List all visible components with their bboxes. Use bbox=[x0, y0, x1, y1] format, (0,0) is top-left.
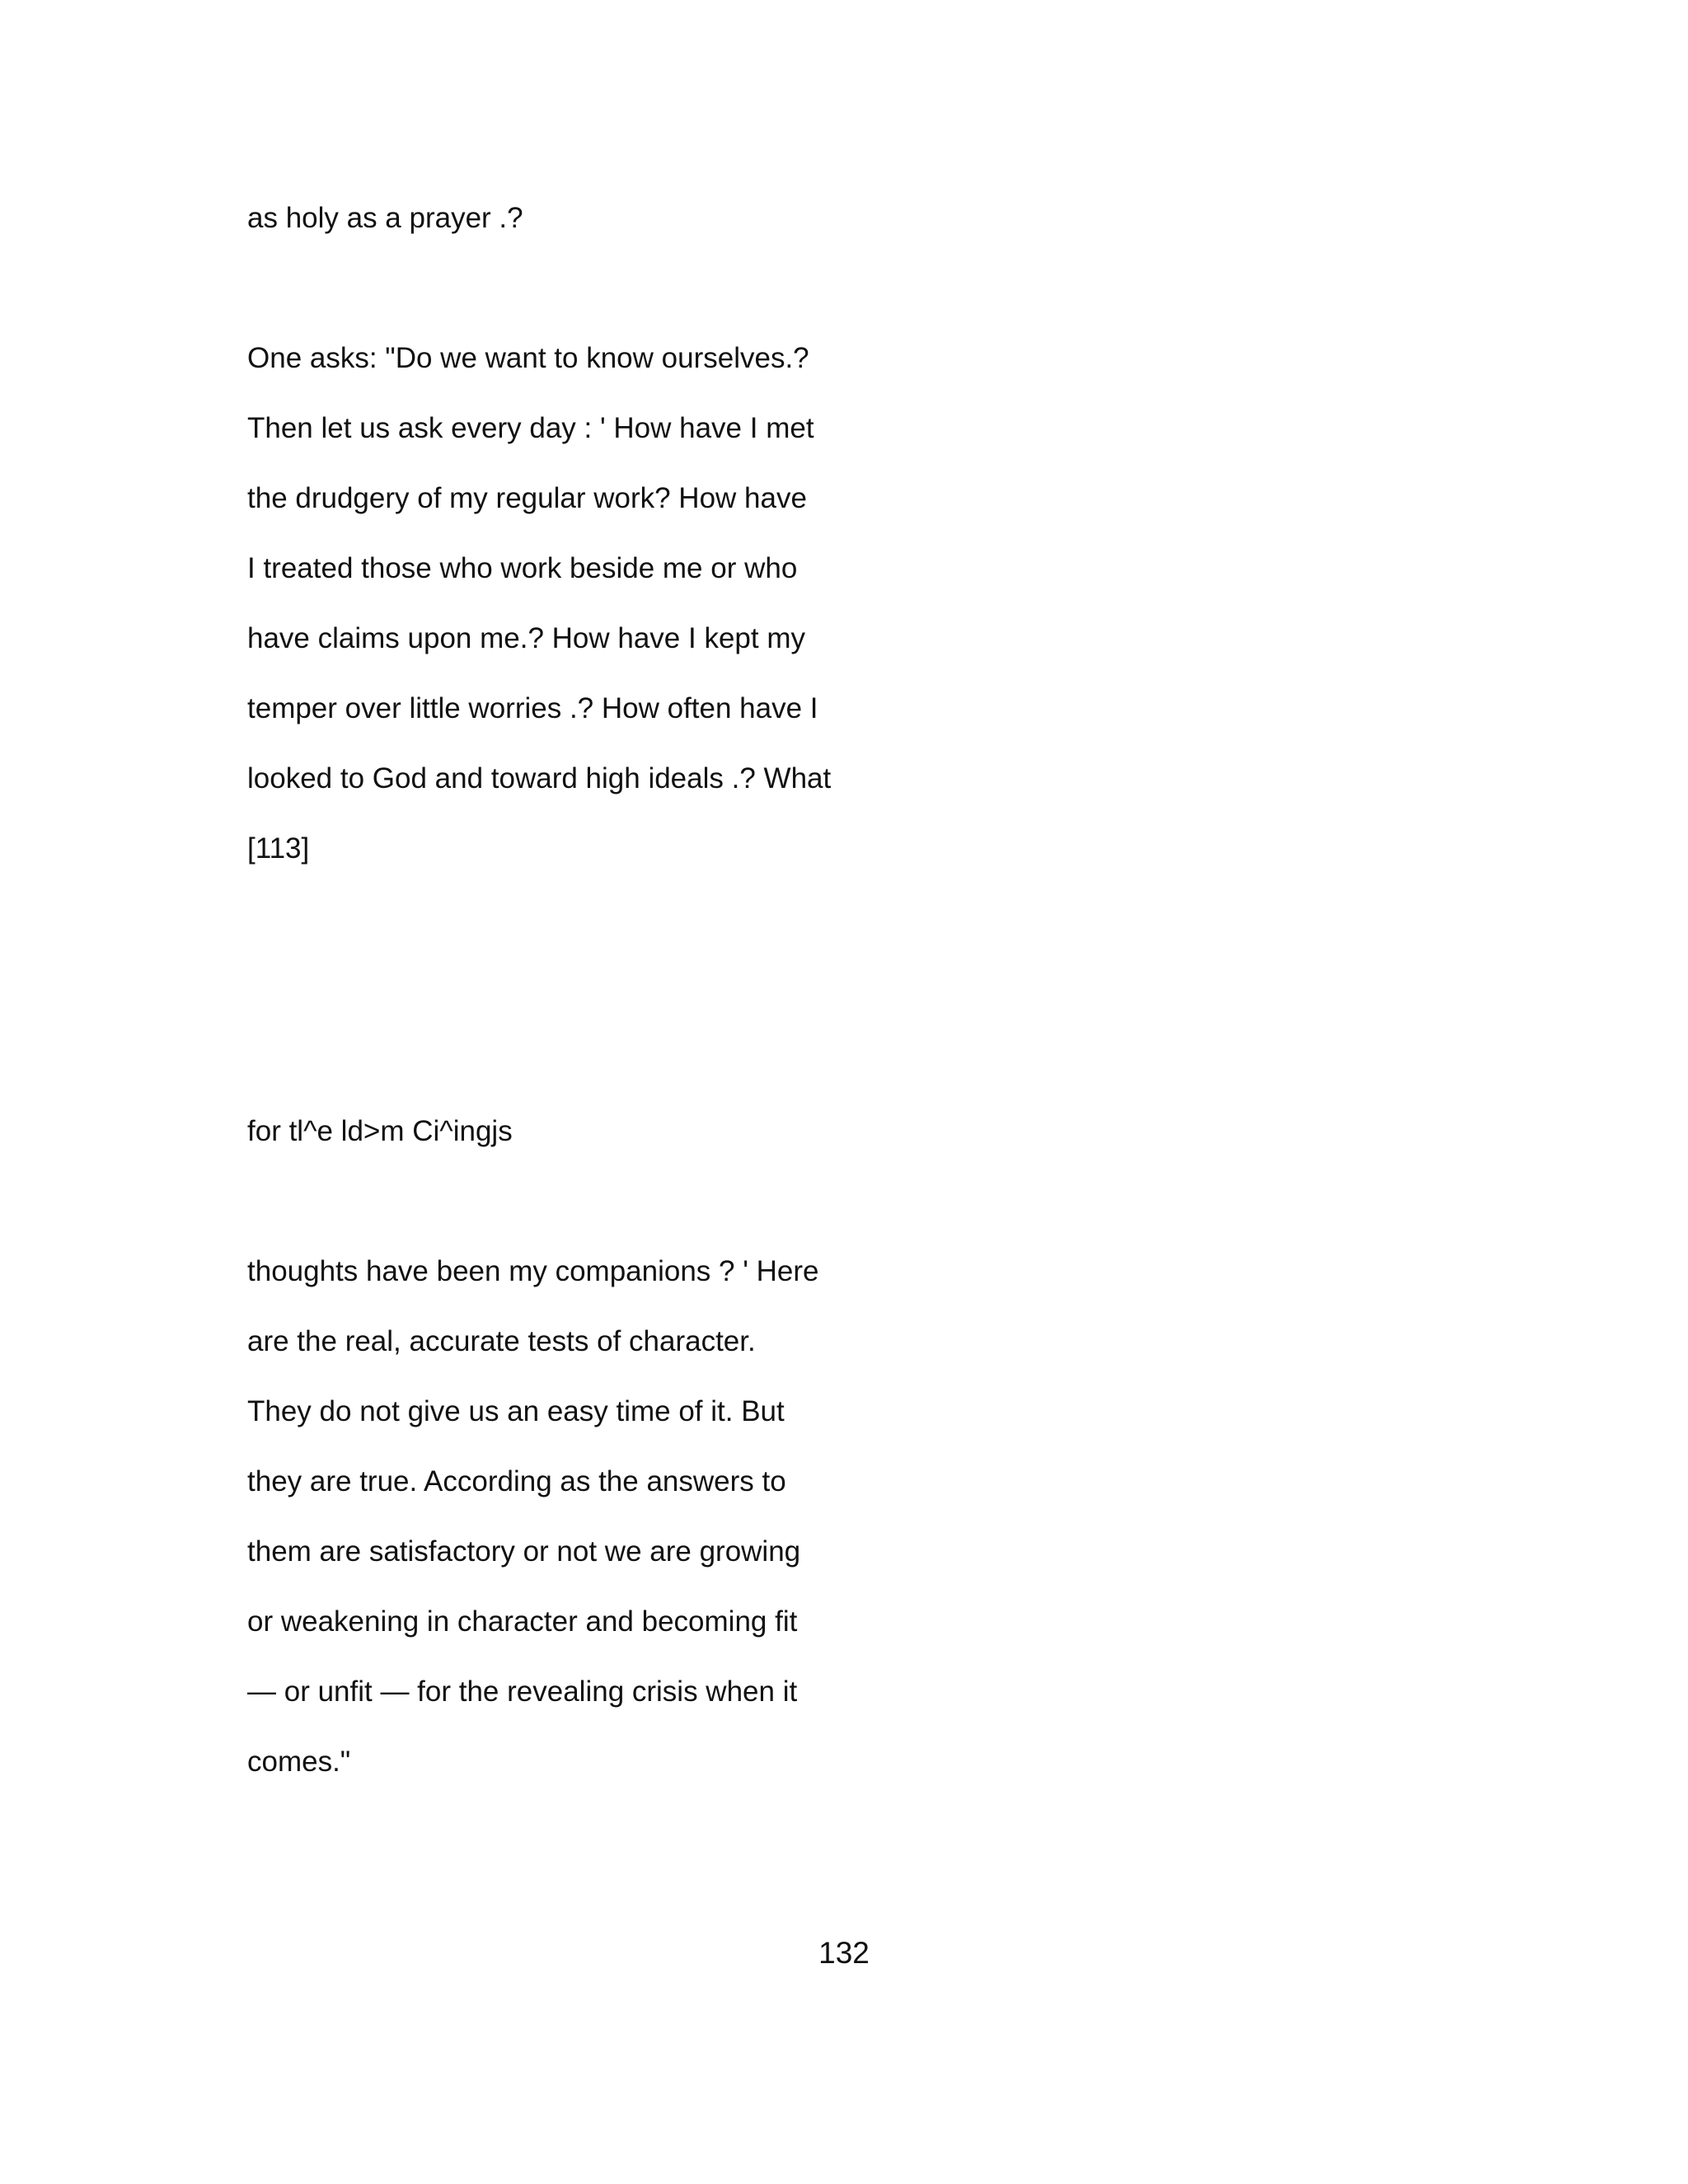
text-line: or weakening in character and becoming fit bbox=[247, 1605, 798, 1638]
running-header bbox=[247, 1096, 1484, 1166]
text-line: thoughts have been my companions ? ' Here bbox=[247, 1255, 819, 1287]
text-line: the drudgery of my regular work? How have bbox=[247, 482, 807, 514]
text-line: have claims upon me.? How have I kept my bbox=[247, 622, 805, 654]
text-line: are the real, accurate tests of character. bbox=[247, 1325, 756, 1357]
text-line: I treated those who work beside me or who bbox=[247, 552, 798, 584]
text-line: them are satisfactory or not we are growing bbox=[247, 1535, 801, 1568]
text-line: They do not give us an easy time of it. But bbox=[247, 1395, 785, 1427]
text-block-opening bbox=[247, 183, 1484, 253]
original-page-number: [113] bbox=[247, 832, 310, 865]
text-block-paragraph-continued bbox=[247, 1236, 1484, 1797]
text-line: Then let us ask every day : ' How have I met bbox=[247, 412, 814, 444]
text-line: they are true. According as the answers to bbox=[247, 1465, 786, 1497]
text-line: One asks: "Do we want to know ourselves.? bbox=[247, 342, 809, 374]
text-line: as holy as a prayer .? bbox=[247, 202, 523, 234]
text-line: temper over little worries .? How often have I bbox=[247, 692, 818, 724]
text-line: comes." bbox=[247, 1746, 351, 1778]
page-number: 132 bbox=[818, 1936, 870, 1970]
text-line: looked to God and toward high ideals .? What bbox=[247, 762, 832, 794]
running-header-text: for tl^e ld>m Ci^ingjs bbox=[247, 1115, 513, 1147]
text-block-paragraph bbox=[247, 323, 1484, 883]
text-line: — or unfit — for the revealing crisis when it bbox=[247, 1675, 798, 1708]
